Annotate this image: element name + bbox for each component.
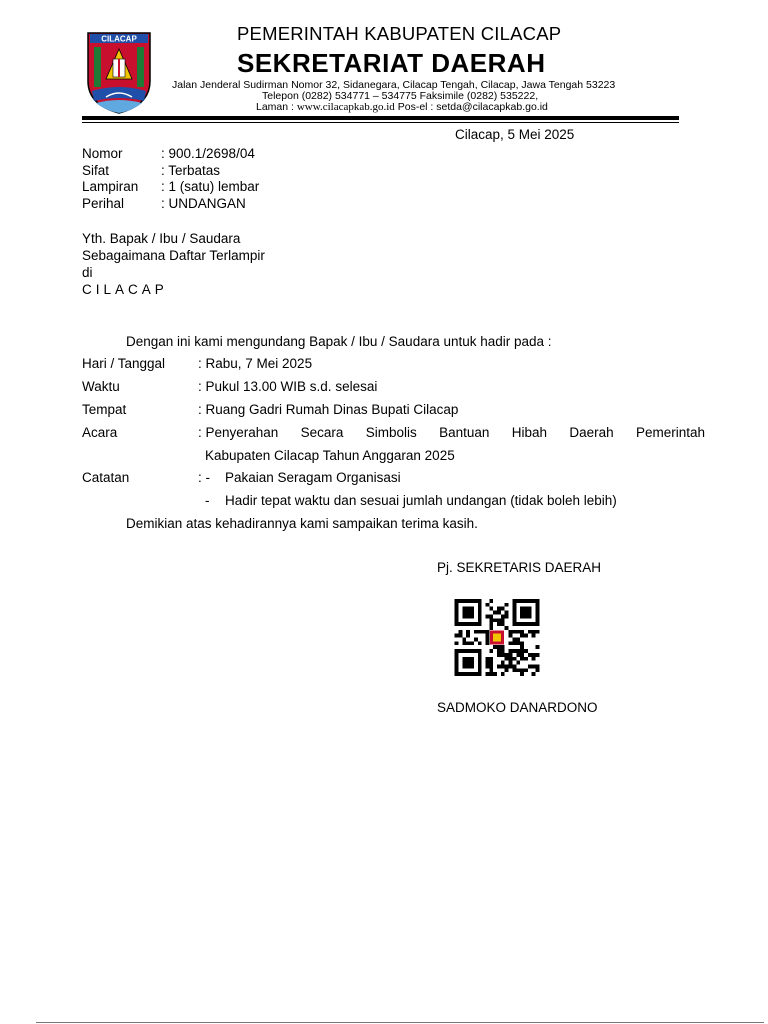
detail-value-place: : Ruang Gadri Rumah Dinas Bupati Cilacap: [198, 402, 459, 417]
letterhead-phone: Telepon (0282) 534771 – 534775 Faksimile (0282) 535222,: [262, 90, 539, 102]
page-bottom-edge: [36, 1022, 764, 1023]
place-date: Cilacap, 5 Mei 2025: [455, 127, 575, 142]
detail-value-time: : Pukul 13.00 WIB s.d. selesai: [198, 379, 378, 394]
detail-label-time: Waktu: [82, 379, 120, 394]
meta-value-lampiran: : 1 (satu) lembar: [161, 179, 260, 194]
agenda-word: Simbolis: [365, 425, 417, 440]
detail-value-agenda-line-2: Kabupaten Cilacap Tahun Anggaran 2025: [205, 448, 455, 463]
detail-label-agenda: Acara: [82, 425, 118, 440]
note-2-prefix: -: [205, 493, 210, 508]
detail-label-notes: Catatan: [82, 470, 130, 485]
email-text: Pos-el : setda@cilacapkab.go.id: [394, 101, 548, 113]
letterhead-contact: [256, 101, 548, 113]
detail-label-place: Tempat: [82, 402, 127, 417]
agenda-word: Hibah: [511, 425, 547, 440]
meta-value-nomor: : 900.1/2698/04: [161, 146, 255, 161]
recipient-line-1: Yth. Bapak / Ibu / Saudara: [82, 231, 241, 246]
letterhead-government: PEMERINTAH KABUPATEN CILACAP: [237, 23, 562, 44]
meta-value-perihal: : UNDANGAN: [161, 196, 246, 211]
signatory-title: Pj. SEKRETARIS DAERAH: [437, 560, 602, 575]
agenda-word: Daerah: [569, 425, 614, 440]
web-prefix: Laman :: [256, 101, 297, 113]
detail-value-agenda-line-1: [198, 424, 705, 441]
opening-sentence: Dengan ini kami mengundang Bapak / Ibu / Saudara untuk hadir pada :: [126, 334, 552, 349]
signatory-name: SADMOKO DANARDONO: [437, 700, 598, 715]
note-1-text: Pakaian Seragam Organisasi: [225, 470, 401, 485]
letterhead-rule-thick: [82, 116, 679, 120]
note-1-prefix: : -: [198, 470, 210, 485]
meta-label-lampiran: Lampiran: [82, 179, 139, 194]
recipient-line-2: Sebagaimana Daftar Terlampir: [82, 248, 265, 263]
meta-label-nomor: Nomor: [82, 146, 123, 161]
detail-value-date: : Rabu, 7 Mei 2025: [198, 356, 313, 371]
meta-label-sifat: Sifat: [82, 163, 110, 178]
agenda-word: Pemerintah: [635, 425, 705, 440]
letterhead-rule-thin: [82, 122, 679, 123]
agenda-word: Secara: [300, 425, 344, 440]
closing-sentence: Demikian atas kehadirannya kami sampaikan terima kasih.: [126, 516, 478, 531]
agenda-word: Bantuan: [439, 425, 490, 440]
cilacap-regency-logo: [86, 31, 152, 115]
meta-label-perihal: Perihal: [82, 196, 125, 211]
note-2-text: Hadir tepat waktu dan sesuai jumlah undangan (tidak boleh lebih): [225, 493, 617, 508]
qr-code-signature: [453, 599, 541, 676]
letterhead-address: Jalan Jenderal Sudirman Nomor 32, Sidanegara, Cilacap Tengah, Cilacap, Jawa Tengah 53223: [172, 79, 616, 91]
detail-label-date: Hari / Tanggal: [82, 356, 166, 371]
meta-value-sifat: : Terbatas: [161, 163, 221, 178]
agenda-word: : Penyerahan: [198, 425, 279, 440]
website-link[interactable]: www.cilacapkab.go.id: [296, 101, 395, 113]
recipient-city: CILACAP: [82, 282, 168, 297]
logo-text: CILACAP: [101, 34, 137, 44]
letterhead-office: SEKRETARIAT DAERAH: [237, 48, 546, 78]
recipient-line-3: di: [82, 265, 93, 280]
